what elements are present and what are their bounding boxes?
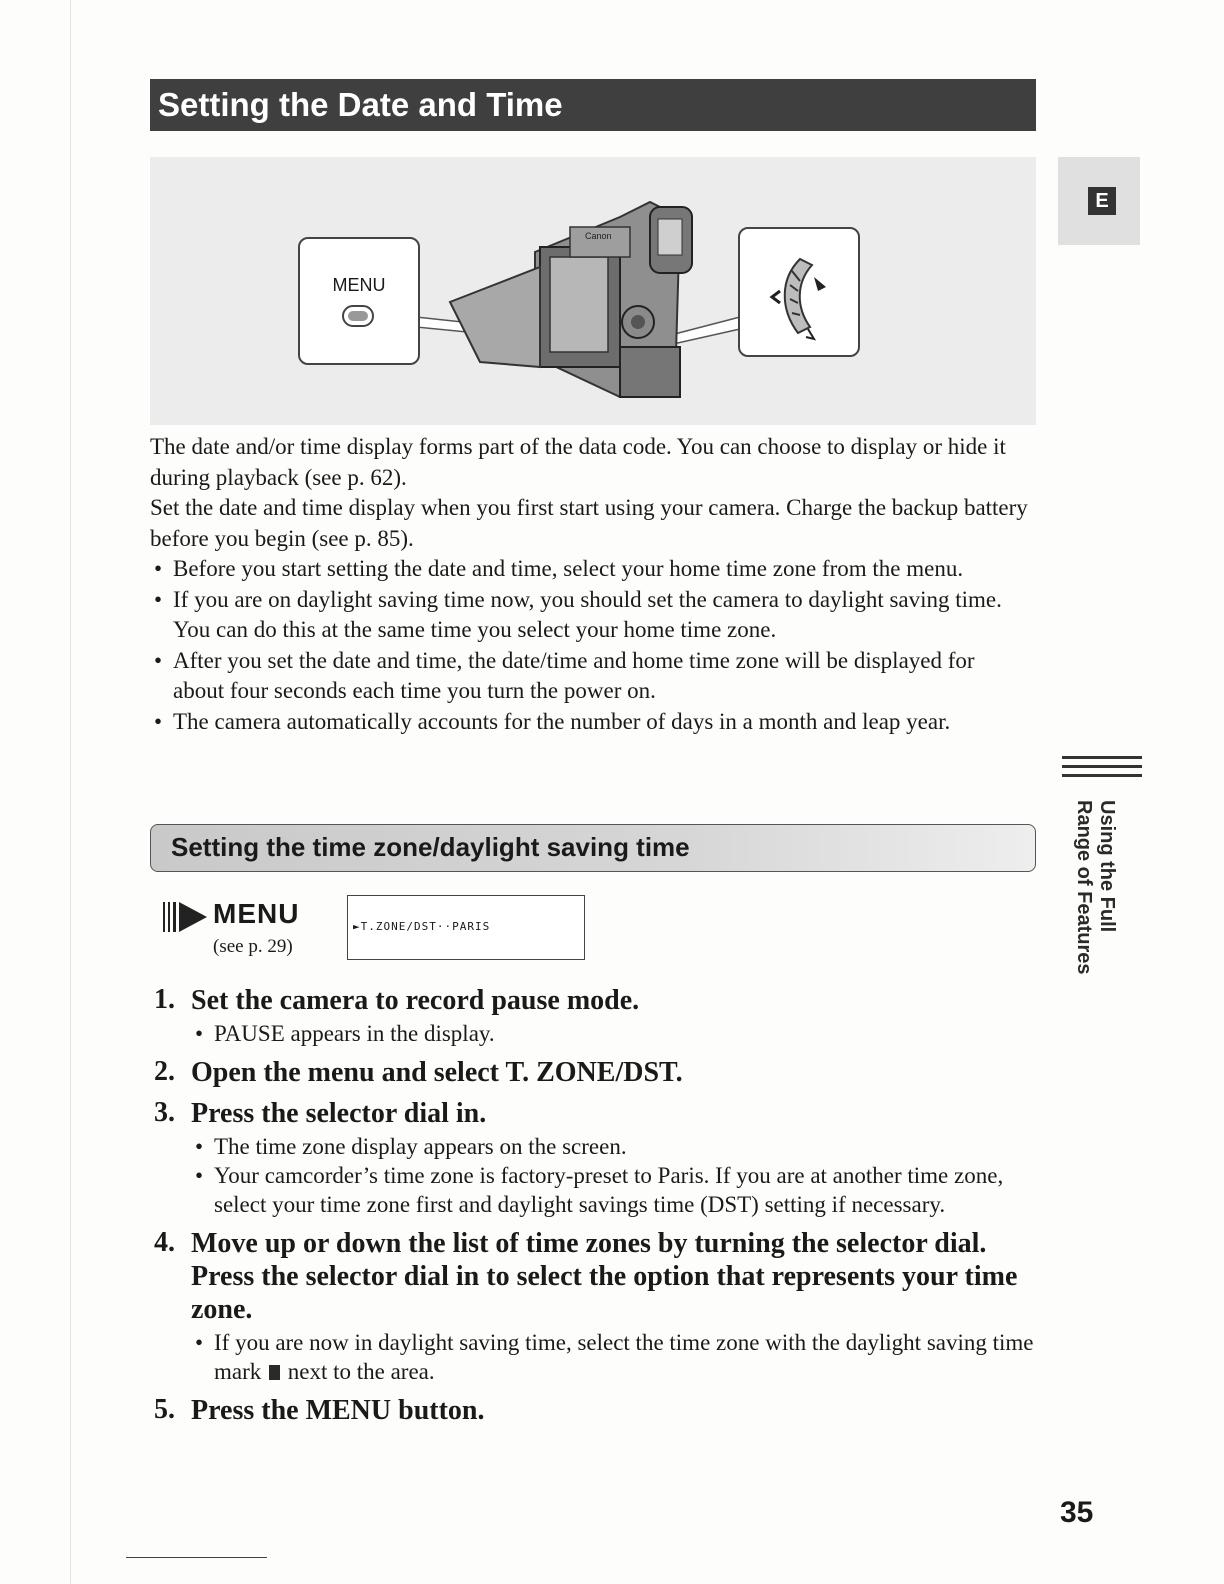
side-rule (1062, 774, 1142, 777)
step-heading: Open the menu and select T. ZONE/DST. (191, 1057, 683, 1088)
step-number: 4. (154, 1227, 175, 1258)
section-heading: Setting the time zone/daylight saving time (150, 824, 1036, 872)
page-number: 35 (1060, 1496, 1094, 1529)
section-tab (1058, 157, 1140, 245)
intro-text (150, 432, 1030, 737)
intro-bullet: • After you set the date and time, the date/time and home time zone will be displayed for about four seconds each time you turn the power on. (150, 646, 1030, 707)
page-title: Setting the Date and Time (150, 79, 1036, 131)
step-number: 3. (154, 1097, 175, 1128)
step-1 (150, 984, 1050, 1048)
intro-bullet: • The camera automatically accounts for the number of days in a month and leap year. (150, 707, 1030, 738)
menu-button-label: MENU (332, 275, 386, 295)
step-note-text: If you are now in daylight saving time, select the time zone with the daylight saving time mark (214, 1330, 1034, 1384)
chapter-side-label (1072, 800, 1118, 996)
step-2 (150, 1056, 1050, 1089)
camcorder-body (450, 202, 692, 397)
selector-dial-icon (740, 229, 858, 355)
intro-paragraph-2: Set the date and time display when you first start using your camera. Charge the backup battery before you begin (see p. 85). (150, 495, 1028, 551)
flip-out-lcd-panel (450, 267, 540, 367)
intro-paragraph-1: The date and/or time display forms part of the data code. You can choose to display or hide it during playback (see p. 62). (150, 434, 1006, 490)
camcorder-lcd-screen (550, 257, 608, 352)
step-4 (150, 1227, 1050, 1386)
intro-bullet: • Before you start setting the date and time, select your home time zone from the menu. (150, 554, 1030, 585)
intro-bullet-list (150, 554, 1030, 737)
dst-mark-icon (269, 1365, 280, 1380)
step-number: 5. (154, 1394, 175, 1425)
step-note: • PAUSE appears in the display. (191, 1019, 1050, 1048)
section-tab-letter: E (1088, 187, 1116, 215)
menu-arrow-icon (163, 898, 211, 936)
page-margin-line (70, 0, 71, 1584)
menu-label: MENU (213, 898, 300, 929)
menu-reference (163, 896, 323, 966)
step-heading: Set the camera to record pause mode. (191, 985, 640, 1016)
chapter-label-line-2: Range of Features (1073, 800, 1095, 975)
step-number: 1. (154, 984, 175, 1015)
step-number: 2. (154, 1056, 175, 1087)
camcorder-illustration (150, 157, 1036, 425)
camcorder-drawing (150, 157, 1036, 425)
step-heading: Press the selector dial in. (191, 1098, 487, 1129)
selector-dial-center (631, 315, 645, 329)
camera-brand: Canon (585, 231, 612, 241)
step-3 (150, 1097, 1050, 1219)
menu-display-screen: ►T.ZONE/DST··PARIS (347, 895, 585, 960)
side-index-rules (1062, 756, 1142, 783)
menu-page-reference: (see p. 29) (213, 936, 293, 957)
step-heading: Press the MENU button. (191, 1395, 485, 1426)
viewfinder-eyepiece (658, 219, 682, 255)
footer-rule (126, 1557, 267, 1558)
side-rule (1062, 756, 1142, 759)
step-note: • The time zone display appears on the screen. (191, 1132, 1050, 1161)
step-note (191, 1328, 1050, 1386)
menu-button-icon (342, 305, 374, 327)
step-heading: Move up or down the list of time zones by turning the selector dial. Press the selector dial in to select the option that represents your time zone. (191, 1228, 1018, 1325)
camcorder-grip (620, 347, 680, 397)
step-note: • Your camcorder’s time zone is factory-preset to Paris. If you are at another time zone, select your time zone first and daylight savings time (DST) setting if necessary. (191, 1161, 1050, 1219)
step-note-text: next to the area. (287, 1359, 435, 1384)
intro-bullet: • If you are on daylight saving time now, you should set the camera to daylight saving time. You can do this at the same time you select your home time zone. (150, 585, 1030, 646)
chapter-label-line-1: Using the Full (1096, 800, 1118, 933)
step-list (150, 984, 1050, 1433)
side-rule (1062, 765, 1142, 768)
selector-dial-callout (738, 227, 860, 357)
menu-button-callout (298, 237, 420, 365)
step-5 (150, 1394, 1050, 1427)
